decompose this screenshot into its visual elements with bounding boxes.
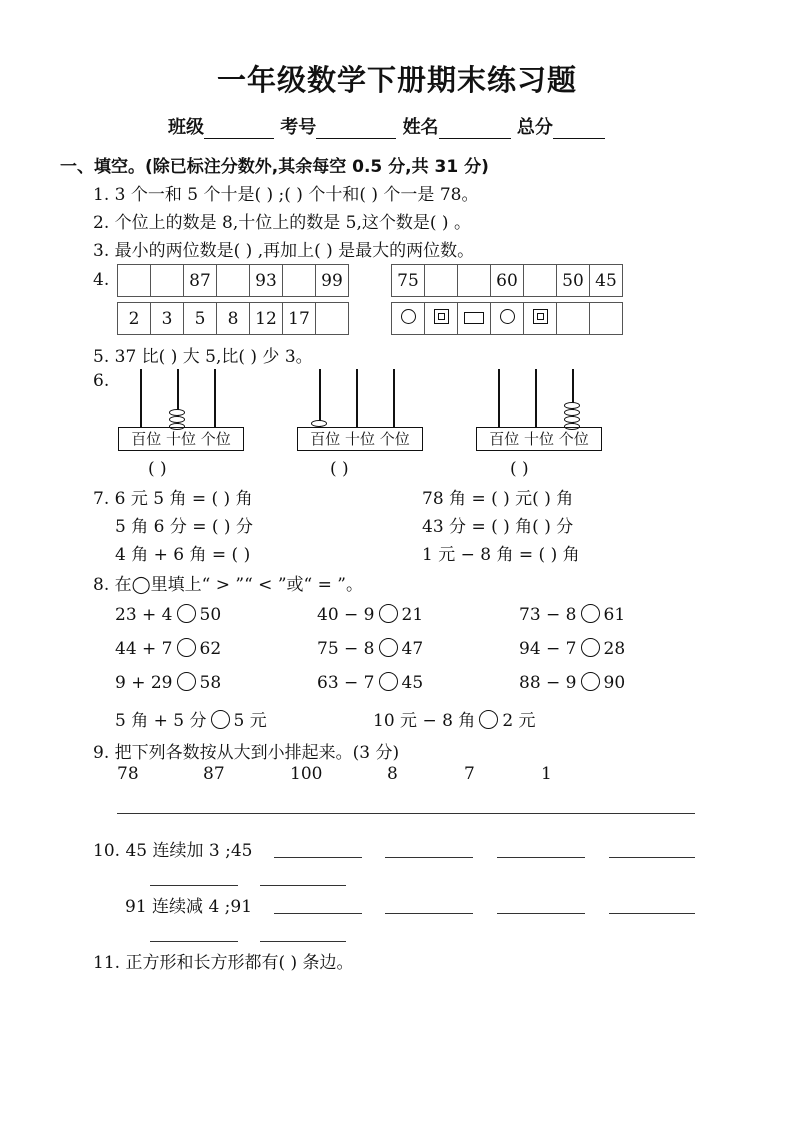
compare-circle[interactable] — [581, 638, 600, 657]
grid-cell: 75 — [392, 265, 425, 297]
question-4-label: 4. — [93, 270, 110, 290]
compare-item — [115, 706, 267, 731]
page-title: 一年级数学下册期末练习题 — [216, 63, 577, 97]
left-expression: 73 − 8 — [519, 605, 577, 625]
circle-icon — [500, 309, 515, 324]
q9-number: 8 — [387, 764, 398, 784]
compare-circle[interactable] — [379, 672, 398, 691]
question-6-label: 6. — [93, 371, 110, 391]
abacus-2 — [297, 369, 425, 451]
abacus-answer-1[interactable]: ( ) — [148, 459, 167, 479]
right-expression: 50 — [199, 605, 222, 625]
compare-circle[interactable] — [177, 604, 196, 623]
answer-blank[interactable] — [609, 913, 695, 914]
student-info-row — [168, 113, 605, 139]
left-expression: 9 + 29 — [115, 673, 173, 693]
abacus-3 — [476, 369, 604, 451]
left-expression: 23 + 4 — [115, 605, 173, 625]
class-blank[interactable] — [204, 120, 274, 139]
question-10-add: 10. 45 连续加 3 ;45 — [93, 841, 253, 861]
grid-cell — [392, 303, 425, 335]
grid-cell: 60 — [491, 265, 524, 297]
square-in-square-icon — [533, 309, 548, 324]
question-9: 9. 把下列各数按从大到小排起来。(3 分) — [93, 743, 400, 763]
grid-cell[interactable] — [590, 303, 623, 335]
bead-icon — [564, 402, 580, 409]
left-expression: 94 − 7 — [519, 639, 577, 659]
section-1-heading: 一、填空。(除已标注分数外,其余每空 0.5 分,共 31 分) — [60, 157, 489, 177]
square-in-square-icon — [434, 309, 449, 324]
ones-rod — [214, 369, 216, 427]
question-7-row-2a: 5 角 6 分 = ( ) 分 — [115, 517, 253, 537]
grid-cell: 93 — [250, 265, 283, 297]
class-label: 班级 — [168, 117, 204, 138]
right-expression: 2 元 — [502, 711, 536, 731]
right-expression: 5 元 — [233, 711, 267, 731]
grid-cell: 50 — [557, 265, 590, 297]
grid-cell[interactable] — [425, 265, 458, 297]
right-expression: 21 — [401, 605, 424, 625]
grid-cell[interactable] — [151, 265, 184, 297]
q9-number: 78 — [117, 764, 139, 784]
number-grid-b-top — [391, 264, 623, 297]
question-7-row-1a: 7. 6 元 5 角 = ( ) 角 — [93, 489, 253, 509]
left-expression: 40 − 9 — [317, 605, 375, 625]
right-expression: 58 — [199, 673, 222, 693]
compare-item — [317, 604, 423, 625]
compare-circle[interactable] — [379, 604, 398, 623]
number-grid-a-top — [117, 264, 349, 297]
compare-item — [519, 638, 625, 659]
question-7-row-2b: 43 分 = ( ) 角( ) 分 — [422, 517, 574, 537]
grid-cell — [524, 303, 557, 335]
compare-item — [519, 672, 625, 693]
grid-cell: 17 — [283, 303, 316, 335]
compare-circle[interactable] — [177, 672, 196, 691]
grid-cell: 8 — [217, 303, 250, 335]
answer-blank[interactable] — [274, 857, 362, 858]
hundreds-rod — [319, 369, 321, 427]
ones-rod — [393, 369, 395, 427]
answer-blank[interactable] — [385, 913, 473, 914]
compare-circle[interactable] — [211, 710, 230, 729]
grid-cell[interactable] — [557, 303, 590, 335]
question-7-row-1b: 78 角 = ( ) 元( ) 角 — [422, 489, 574, 509]
question-1: 1. 3 个一和 5 个十是( ) ;( ) 个十和( ) 个一是 78。 — [93, 185, 479, 205]
answer-blank[interactable] — [497, 913, 585, 914]
compare-item — [115, 638, 221, 659]
compare-item — [317, 672, 423, 693]
answer-blank[interactable] — [150, 885, 238, 886]
compare-circle[interactable] — [177, 638, 196, 657]
name-label: 姓名 — [402, 117, 439, 138]
right-expression: 62 — [199, 639, 222, 659]
left-expression: 88 − 9 — [519, 673, 577, 693]
total-blank[interactable] — [553, 120, 605, 139]
q9-answer-line[interactable] — [117, 813, 695, 814]
abacus-1 — [118, 369, 246, 451]
right-expression: 61 — [603, 605, 626, 625]
place-value-labels: 百位 十位 个位 — [118, 427, 244, 451]
question-8: 8. 在◯里填上“ > ”“ < ”或“ = ”。 — [93, 575, 363, 595]
grid-cell: 45 — [590, 265, 623, 297]
answer-blank[interactable] — [609, 857, 695, 858]
circle-icon — [401, 309, 416, 324]
right-expression: 45 — [401, 673, 424, 693]
q9-number: 1 — [541, 764, 552, 784]
q9-number: 100 — [290, 764, 323, 784]
left-expression: 10 元 − 8 角 — [373, 711, 476, 731]
grid-cell: 3 — [151, 303, 184, 335]
question-7-row-3a: 4 角 + 6 角 = ( ) — [115, 545, 251, 565]
grid-cell: 99 — [316, 265, 349, 297]
bead-icon — [311, 420, 327, 427]
q9-number: 87 — [203, 764, 225, 784]
grid-cell[interactable] — [217, 265, 250, 297]
question-7-row-3b: 1 元 − 8 角 = ( ) 角 — [422, 545, 580, 565]
compare-circle[interactable] — [581, 604, 600, 623]
left-expression: 5 角 + 5 分 — [115, 711, 207, 731]
number-grid-a-bottom — [117, 302, 349, 335]
compare-item — [317, 638, 423, 659]
right-expression: 28 — [603, 639, 626, 659]
compare-item — [115, 604, 221, 625]
place-value-labels: 百位 十位 个位 — [297, 427, 423, 451]
compare-item — [519, 604, 625, 625]
answer-blank[interactable] — [150, 941, 238, 942]
compare-circle[interactable] — [379, 638, 398, 657]
grid-cell: 2 — [118, 303, 151, 335]
hundreds-rod — [498, 369, 500, 427]
grid-cell[interactable] — [524, 265, 557, 297]
rectangle-icon — [464, 312, 484, 324]
right-expression: 90 — [603, 673, 626, 693]
grid-cell[interactable] — [118, 265, 151, 297]
tens-rod — [356, 369, 358, 427]
left-expression: 44 + 7 — [115, 639, 173, 659]
grid-cell[interactable] — [458, 265, 491, 297]
left-expression: 63 − 7 — [317, 673, 375, 693]
compare-circle[interactable] — [581, 672, 600, 691]
grid-cell[interactable] — [283, 265, 316, 297]
question-11: 11. 正方形和长方形都有( ) 条边。 — [93, 953, 354, 973]
left-expression: 75 − 8 — [317, 639, 375, 659]
question-2: 2. 个位上的数是 8,十位上的数是 5,这个数是( ) 。 — [93, 213, 471, 233]
grid-cell[interactable] — [316, 303, 349, 335]
grid-cell: 5 — [184, 303, 217, 335]
abacus-answer-3[interactable]: ( ) — [510, 459, 529, 479]
tens-rod — [535, 369, 537, 427]
name-blank[interactable] — [439, 120, 511, 139]
answer-blank[interactable] — [274, 913, 362, 914]
question-3: 3. 最小的两位数是( ) ,再加上( ) 是最大的两位数。 — [93, 241, 475, 261]
bead-icon — [169, 416, 185, 423]
grid-cell — [458, 303, 491, 335]
bead-icon — [564, 409, 580, 416]
compare-circle[interactable] — [479, 710, 498, 729]
q9-number: 7 — [464, 764, 475, 784]
bead-icon — [169, 409, 185, 416]
bead-icon — [564, 416, 580, 423]
compare-item — [373, 706, 536, 731]
answer-blank[interactable] — [260, 885, 346, 886]
hundreds-rod — [140, 369, 142, 427]
place-value-labels: 百位 十位 个位 — [476, 427, 602, 451]
exam-no-label: 考号 — [280, 117, 317, 138]
answer-blank[interactable] — [497, 857, 585, 858]
answer-blank[interactable] — [260, 941, 346, 942]
grid-cell — [491, 303, 524, 335]
grid-cell: 87 — [184, 265, 217, 297]
abacus-answer-2[interactable]: ( ) — [330, 459, 349, 479]
right-expression: 47 — [401, 639, 424, 659]
compare-item — [115, 672, 221, 693]
shape-pattern-grid — [391, 302, 623, 335]
total-label: 总分 — [516, 117, 553, 138]
grid-cell — [425, 303, 458, 335]
question-5: 5. 37 比( ) 大 5,比( ) 少 3。 — [93, 347, 313, 367]
exam-no-blank[interactable] — [316, 120, 396, 139]
grid-cell: 12 — [250, 303, 283, 335]
answer-blank[interactable] — [385, 857, 473, 858]
question-10-subtract: 91 连续减 4 ;91 — [125, 897, 253, 917]
